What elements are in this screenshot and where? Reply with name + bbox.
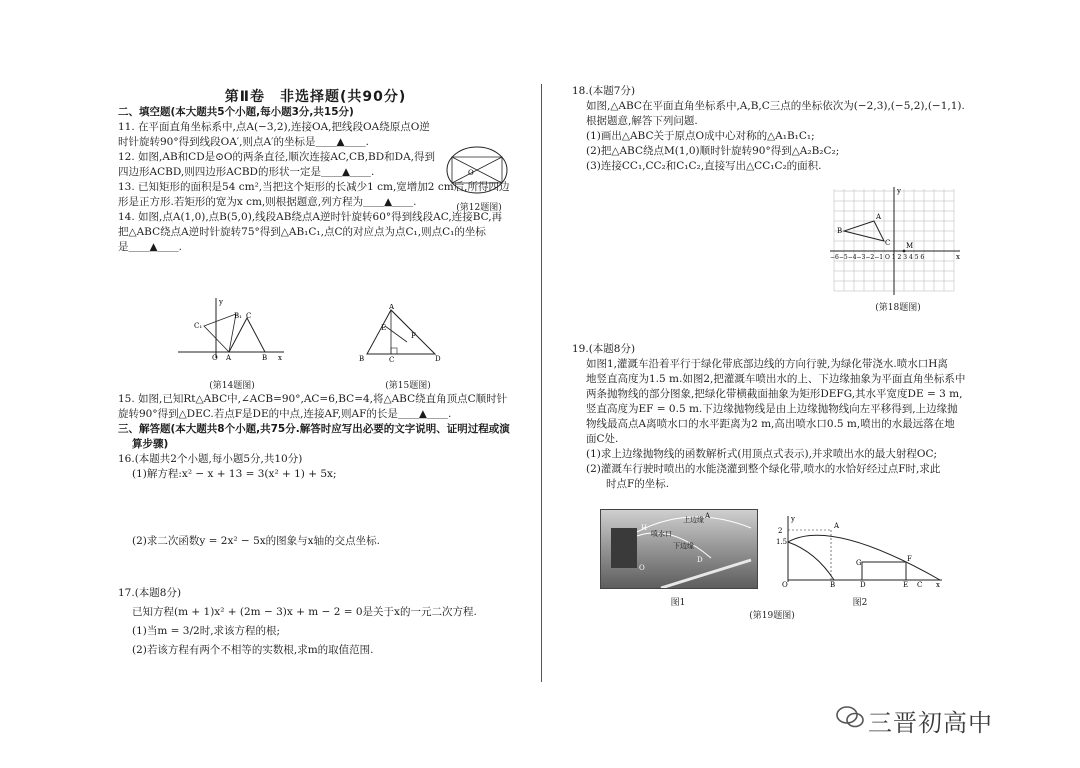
figure-12-caption: (第12题图)	[456, 203, 502, 213]
figure-18-grid	[828, 185, 966, 297]
photo-label-o: O	[639, 564, 645, 572]
photo-label-d: D	[697, 556, 703, 564]
photo-overlay	[601, 510, 757, 588]
photo-label-nozzle: 喷水口	[651, 530, 672, 538]
fig2-label-y15: 1.5	[776, 538, 788, 546]
q18-body-line1: 如图,△ABC在平面直角坐标系中,A,B,C三点的坐标依次为(−2,3),(−5,2),(−1,1).	[586, 100, 965, 112]
q18-part2: (2)把△ABC绕点M(1,0)顺时针旋转90°得到△A₂B₂C₂;	[586, 145, 840, 157]
grid-label-a: A	[876, 213, 882, 221]
figure-15	[355, 304, 447, 364]
q18-body-line2: 根据题意,解答下列问题.	[586, 115, 698, 127]
svg-text:O: O	[212, 354, 218, 362]
figure-19-1-caption: 图1	[670, 598, 686, 608]
photo-label-top: 上边缘	[683, 516, 704, 524]
grid-label-c: C	[885, 239, 891, 247]
q16-part1: (1)解方程:x² − x + 13 = 3(x² + 1) + 5x;	[132, 468, 337, 480]
photo-label-bottom: 下边缘	[673, 542, 694, 550]
photo-label-h: H	[641, 524, 648, 532]
q16-part2: (2)求二次函数y = 2x² − 5x的图象与x轴的交点坐标.	[132, 535, 380, 547]
q19-head: 19.(本题8分)	[572, 343, 636, 355]
figure-19-2-caption: 图2	[852, 598, 868, 608]
page-title: 第Ⅱ卷 非选择题(共90分)	[224, 89, 407, 105]
figure-19-caption: (第19题图)	[749, 611, 795, 621]
figure-12	[440, 142, 514, 198]
q17-part2: (2)若该方程有两个不相等的实数根,求m的取值范围.	[132, 644, 374, 656]
q19-part1: (1)求上边缘抛物线的函数解析式(用顶点式表示),并求喷出水的最大射程OC;	[586, 448, 938, 460]
q12-line2: 四边形ACBD,则四边形ACBD的形状一定是＿＿▲＿＿.	[118, 166, 375, 178]
watermark-text: 三晋初高中	[868, 709, 993, 737]
section-solve-line2: 算步骤)	[132, 438, 169, 450]
figure-15-caption: (第15题图)	[385, 381, 431, 391]
q17-part1: (1)当m = 3/2时,求该方程的根;	[132, 625, 281, 637]
svg-text:B: B	[262, 354, 268, 362]
svg-text:E: E	[381, 324, 387, 332]
q14-line2: 把△ABC绕点A逆时针旋转75°得到△AB₁C₁,点C的对应点为点C₁,则点C₁的坐标	[118, 226, 486, 238]
q13-line1: 13. 已知矩形的面积是54 cm²,当把这个矩形的长减少1 cm,宽增加2 cm后,所得四边	[118, 181, 510, 193]
svg-text:D: D	[435, 355, 441, 363]
q12-line1: 12. 如图,AB和CD是⊙O的两条直径,顺次连接AC,CB,BD和DA,得到	[118, 151, 436, 163]
fig2-label-f: F	[907, 555, 912, 563]
fig2-label-y: y	[791, 515, 795, 523]
q19-body-line6: 面C处.	[586, 433, 619, 445]
fig2-label-y2: 2	[778, 527, 783, 535]
fig2-label-b: B	[830, 581, 836, 588]
q13-line2: 形是正方形.若矩形的宽为x cm,则根据题意,列方程为＿＿▲＿＿.	[118, 196, 417, 208]
q19-body-line4: 竖直高度为EF = 0.5 m.下边缘抛物线是由上边缘抛物线向左平移得到,上边缘抛	[586, 403, 958, 415]
q19-body-line2: 地竖直高度为1.5 m.如图2,把灌溉车喷出水的上、下边缘抽象为平面直角坐标系中	[586, 373, 966, 385]
q19-part2-line2: 时点F的坐标.	[606, 478, 670, 490]
q15-line2: 旋转90°得到△DEC.若点F是DE的中点,连接AF,则AF的长是＿＿▲＿＿.	[118, 408, 452, 420]
grid-label-m: M	[906, 242, 914, 250]
left-column-lower	[118, 392, 513, 482]
photo-label-a: A	[705, 512, 711, 520]
fig2-label-a: A	[834, 522, 840, 530]
q19-body-line1: 如图1,灌溉车沿着平行于绿化带底部边线的方向行驶,为绿化带浇水.喷水口H离	[586, 358, 948, 370]
right-column	[572, 84, 972, 174]
q18-head: 18.(本题7分)	[572, 85, 636, 97]
figure-19-graph	[776, 512, 948, 588]
svg-text:B₁: B₁	[234, 312, 242, 320]
figure-14	[176, 296, 288, 362]
svg-text:F: F	[411, 332, 416, 340]
svg-text:A: A	[226, 354, 232, 362]
section-solve-line1: 三、解答题(本大题共8个小题,共75分.解答时应写出必要的文字说明、证明过程或演	[118, 423, 510, 435]
grid-x-ticks: −6−5−4−3−2−1 O 1 2 3 4 5 6	[830, 254, 925, 261]
grid-label-b: B	[837, 227, 843, 235]
figure-14-caption: (第14题图)	[209, 381, 255, 391]
svg-text:B: B	[359, 355, 365, 363]
q18-part3: (3)连接CC₁,CC₂和C₁C₂,直接写出△CC₁C₂的面积.	[586, 160, 822, 172]
q14-line1: 14. 如图,点A(1,0),点B(5,0),线段AB绕点A逆时针旋转60°得到线段AC,连接BC,再	[118, 211, 503, 223]
fig2-label-g: G	[856, 559, 862, 567]
q11-line2: 时针旋转90°得到线段OA′,则点A′的坐标是＿＿▲＿＿.	[118, 136, 369, 148]
svg-text:O: O	[468, 169, 474, 177]
q16-head: 16.(本题共2个小题,每小题5分,共10分)	[118, 453, 303, 465]
svg-text:y: y	[219, 298, 223, 306]
section-fill-in: 二、填空题(本大题共5个小题,每小题3分,共15分)	[118, 106, 354, 118]
fig2-label-e: E	[903, 581, 909, 588]
svg-text:C₁: C₁	[194, 322, 203, 330]
q17-head: 17.(本题8分)	[118, 587, 182, 599]
q11-line1: 11. 在平面直角坐标系中,点A(−3,2),连接OA,把线段OA绕原点O逆	[118, 121, 430, 133]
fig2-label-o: O	[782, 581, 788, 588]
grid-label-y: y	[897, 187, 901, 195]
q18-part1: (1)画出△ABC关于原点O成中心对称的△A₁B₁C₁;	[586, 130, 815, 142]
q19-part2-line1: (2)灌溉车行驶时喷出的水能浇灌到整个绿化带,喷水的水恰好经过点F时,求此	[586, 463, 941, 475]
fig2-label-x: x	[936, 581, 940, 588]
q15-line1: 15. 如图,已知Rt△ABC中,∠ACB=90°,AC=6,BC=4,将△ABC绕直角顶点C顺时针	[118, 393, 508, 405]
grid-label-x: x	[956, 253, 960, 261]
q17-body: 已知方程(m + 1)x² + (2m − 3)x + m − 2 = 0是关于x的一元二次方程.	[132, 606, 477, 618]
figure-19-photo	[600, 509, 758, 589]
figure-18-caption: (第18题图)	[875, 303, 921, 313]
q17-block	[118, 586, 513, 658]
svg-text:A: A	[389, 304, 395, 311]
fig2-label-d: D	[860, 581, 866, 588]
q19-body-line3: 两条抛物线的部分图象,把绿化带横截面抽象为矩形DEFG,其水平宽度DE = 3 m,	[586, 388, 963, 400]
q19-block	[572, 342, 972, 492]
svg-text:x: x	[278, 354, 282, 362]
q19-body-line5: 物线最高点A离喷水口的水平距离为2 m,高出喷水口0.5 m,喷出的水最远落在地	[586, 418, 955, 430]
svg-text:C: C	[246, 312, 252, 320]
column-divider	[541, 84, 542, 682]
wechat-icon	[836, 706, 864, 728]
svg-text:C: C	[389, 356, 395, 364]
q14-line3: 是＿＿▲＿＿.	[118, 241, 182, 253]
fig2-label-c: C	[917, 581, 923, 588]
